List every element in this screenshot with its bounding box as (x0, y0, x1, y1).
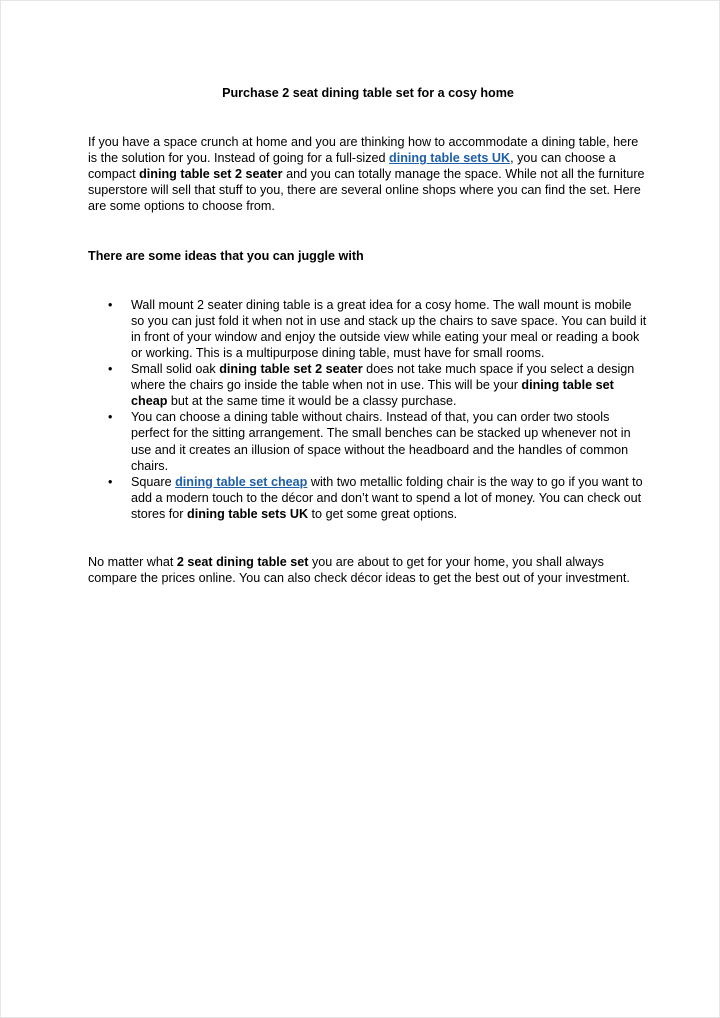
list-item (88, 361, 648, 409)
bullet-icon: • (108, 362, 113, 377)
intro-text-1: If you have a space crunch at home and you are thinking how to accommodate a dining table, here is the solution for you. Instead of going for a full-sized (88, 135, 639, 166)
ideas-heading: There are some ideas that you can juggle with (88, 248, 364, 263)
page-title: Purchase 2 seat dining table set for a cosy home (222, 86, 514, 100)
bullet-2-text-1: Small solid oak (131, 362, 220, 377)
closing-text-1: No matter what (88, 554, 177, 569)
intro-bold-keyword: dining table set 2 seater (139, 167, 283, 182)
bullet-2-bold-2: dining table set cheap (131, 378, 614, 409)
bullet-2-bold-1: dining table set 2 seater (219, 362, 363, 377)
bullet-1-text: Wall mount 2 seater dining table is a great idea for a cosy home. The wall mount is mobile so you can just fold it when not in use and stack up the chairs to save space. You can build it in front of your window and enjoy the outside view while eating your meal or reading a book or working. This is a multipurpose dining table, must have for small rooms. (131, 297, 647, 360)
bullet-4-text-1: Square (131, 474, 176, 489)
closing-bold-keyword: 2 seat dining table set (176, 554, 309, 569)
closing-text-2: you are about to get for your home, you shall always compare the prices online. You can also check décor ideas to get the best out of your investment. (88, 554, 630, 586)
intro-text-3: and you can totally manage the space. While not all the furniture superstore will sell that stuff to you, there are several online shops where you can find the set. Here are some options to choose from. (88, 167, 645, 214)
link-dining-table-sets-uk[interactable]: dining table sets UK (389, 151, 511, 166)
list-item (88, 474, 648, 522)
intro-text-2: , you can choose a compact (88, 151, 616, 182)
bullet-2-text-3: but at the same time it would be a classy purchase. (167, 394, 457, 409)
list-item (88, 297, 648, 361)
bullet-icon: • (108, 297, 113, 312)
bullet-icon: • (108, 474, 113, 489)
bullet-icon: • (108, 410, 113, 425)
ideas-list (88, 297, 648, 522)
closing-paragraph (88, 554, 648, 586)
bullet-4-text-2: with two metallic folding chair is the way to go if you want to add a modern touch to the décor and don’t want to spend a lot of money. You can check out stores for (131, 474, 643, 521)
bullet-4-bold-1: dining table sets UK (187, 506, 309, 521)
link-dining-table-set-cheap[interactable]: dining table set cheap (175, 474, 308, 489)
bullet-3-text: You can choose a dining table without chairs. Instead of that, you can order two stools perfect for the sitting arrangement. The small benches can be stacked up whenever not in use and it creates an illusion of space without the headboard and the handles of common chairs. (131, 410, 631, 473)
bullet-4-text-3: to get some great options. (308, 506, 458, 521)
document-body (88, 85, 648, 586)
list-item (88, 409, 648, 473)
intro-paragraph (88, 134, 648, 214)
bullet-2-text-2: does not take much space if you select a design where the chairs go inside the table when not in use. This will be your (131, 362, 635, 393)
